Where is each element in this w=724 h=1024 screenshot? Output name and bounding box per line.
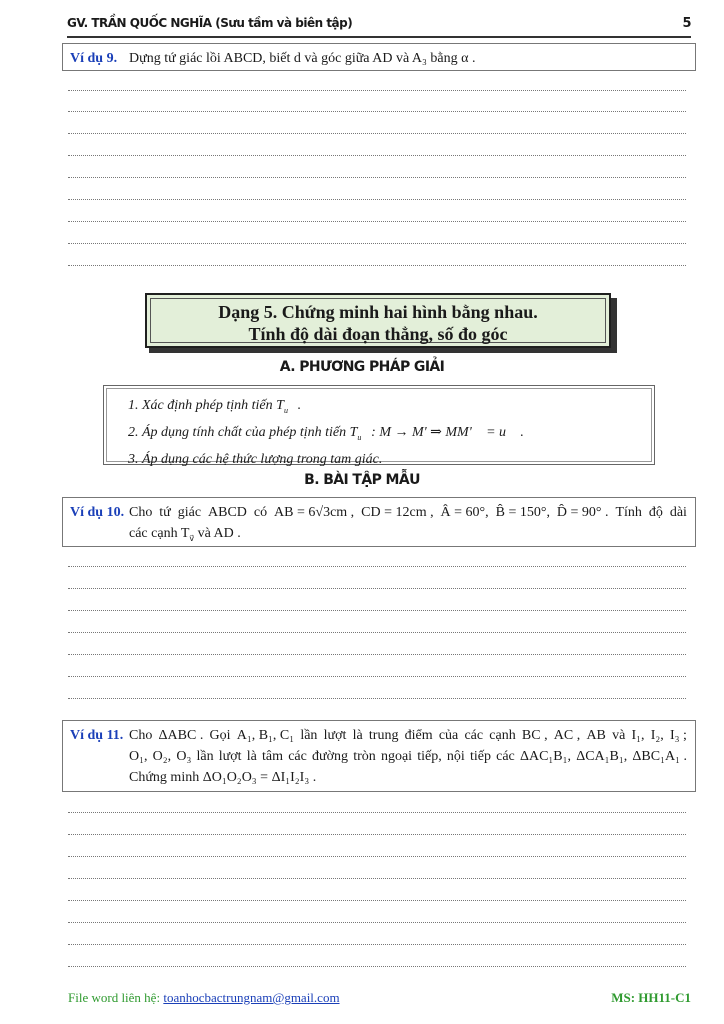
answer-line [68, 90, 686, 91]
example-11-word: ΔAC₁B₁, [519, 749, 572, 764]
footer-email-link[interactable]: toanhocbactrungnam@gmail.com [163, 990, 340, 1005]
answer-line [68, 243, 686, 244]
dang-title-line2: Tính độ dài đoạn thẳng, số đo góc [248, 324, 508, 344]
example-11-text [129, 725, 687, 788]
example-9-box [62, 43, 696, 71]
example-11-word: tâm [262, 749, 284, 764]
example-9-label: Ví dụ 9. [70, 51, 118, 66]
answer-line [68, 698, 686, 699]
example-11-label: Ví dụ 11. [70, 728, 124, 743]
answer-line [68, 812, 686, 813]
answer-line [68, 676, 686, 677]
example-11-word: nội [446, 749, 465, 764]
answer-line [68, 878, 686, 879]
example-10-word: tứ [159, 505, 171, 520]
example-11-word: Gọi [209, 728, 231, 743]
example-11-word: A₁, B₁, C₁ [236, 728, 295, 743]
answer-line [68, 221, 686, 222]
example-10-word: CD = 12cm , [361, 505, 434, 520]
answer-line [68, 834, 686, 835]
example-11-word: lượt [323, 728, 347, 743]
example-10-word: Tính [615, 505, 642, 520]
dang-title-line1: Dạng 5. Chứng minh hai hình bằng nhau. [218, 302, 538, 322]
example-9-text: Dựng tứ giác lồi ABCD, biết d và góc giữa AD và A₃ bằng α . [129, 51, 476, 66]
example-10-word: có [253, 505, 268, 520]
example-10-word: B̂ = 150°, [495, 505, 550, 520]
answer-line [68, 588, 686, 589]
example-11-word: AC , [553, 728, 581, 743]
example-11-word: đường [312, 749, 349, 764]
answer-line [68, 199, 686, 200]
answer-line [68, 265, 686, 266]
page-header [67, 14, 691, 38]
example-10-word: D̂ = 90° . [556, 505, 609, 520]
dang-banner [145, 293, 611, 348]
example-11-word: tròn [353, 749, 376, 764]
answer-line [68, 654, 686, 655]
example-11-line-3: Chứng minh ΔO₁O₂O₃ = ΔI₁I₂I₃ . [129, 770, 317, 785]
example-10-word: Cho [129, 505, 153, 520]
example-10-line-1 [129, 502, 687, 523]
example-11-word: các [496, 749, 515, 764]
method-steps [128, 395, 646, 471]
footer-code: MS: HH11-C1 [611, 990, 691, 1005]
example-11-word: là [352, 728, 363, 743]
example-10-word: dài [669, 505, 687, 520]
example-11-word: là [246, 749, 257, 764]
example-10-word: AB = 6√3cm , [274, 505, 355, 520]
answer-line [68, 610, 686, 611]
example-11-word: của [438, 728, 459, 743]
example-11-word: O₁, [129, 749, 148, 764]
answer-line [68, 966, 686, 967]
answer-line [68, 155, 686, 156]
example-10-word: giác [177, 505, 202, 520]
method-step-3: 3. Áp dụng các hệ thức lượng trong tam giác. [128, 451, 383, 467]
example-11-word: ngoại [380, 749, 413, 764]
example-11-word: O₃ [176, 749, 192, 764]
example-11-word: O₂, [152, 749, 172, 764]
answer-line [68, 944, 686, 945]
example-11-word: cạnh [489, 728, 516, 743]
example-11-word: I₂, [650, 728, 664, 743]
example-11-word: lần [300, 728, 318, 743]
method-box [103, 385, 655, 465]
footer-contact-label: File word liên hệ: [68, 990, 164, 1005]
answer-line [68, 856, 686, 857]
answer-line [68, 632, 686, 633]
example-11-word: các [464, 728, 484, 743]
example-11-box [62, 720, 696, 792]
example-11-word: ΔBC₁A₁ . [632, 749, 687, 764]
answer-line [68, 922, 686, 923]
section-a-title: A. PHƯƠNG PHÁP GIẢI [279, 359, 445, 375]
header-title: GV. TRẦN QUỐC NGHĨA (Sưu tầm và biên tập) [67, 16, 353, 30]
example-11-word: ΔCA₁B₁, [576, 749, 628, 764]
footer-contact [68, 990, 340, 1006]
method-step-1: 1. Xác định phép tịnh tiến $T_{u⃗}$ . [128, 398, 302, 415]
example-11-word: lượt [218, 749, 242, 764]
example-11-word: Cho [129, 728, 153, 743]
example-10-word: ABCD [208, 505, 247, 520]
example-10-word: độ [648, 505, 663, 520]
example-10-word: Â = 60°, [440, 505, 489, 520]
example-11-word: tiếp, [417, 749, 442, 764]
example-10-text [129, 502, 687, 549]
example-11-word: ΔABC . [158, 728, 204, 743]
page-number: 5 [682, 16, 691, 31]
answer-line [68, 566, 686, 567]
example-11-word: tiếp [469, 749, 491, 764]
example-11-word: I₃ ; [669, 728, 687, 743]
example-10-label: Ví dụ 10. [70, 505, 125, 520]
example-11-word: BC , [521, 728, 548, 743]
method-step-2: 2. Áp dụng tính chất của phép tịnh tiến $T_{u⃗}$ : M → M' ⇒ MM'⃗ = u⃗ . [128, 424, 524, 442]
example-10-box [62, 497, 696, 547]
example-11-word: AB [586, 728, 606, 743]
example-11-word: I₁, [631, 728, 645, 743]
example-11-line-2 [129, 746, 687, 767]
answer-line [68, 177, 686, 178]
answer-line [68, 111, 686, 112]
answer-line [68, 900, 686, 901]
example-11-word: lần [196, 749, 214, 764]
example-11-word: các [288, 749, 307, 764]
example-10-line-2: các cạnh $T_{v⃗}$ và AD . [129, 526, 241, 543]
example-11-line-1 [129, 725, 687, 746]
example-11-word: và [612, 728, 626, 743]
section-b-title: B. BÀI TẬP MẪU [304, 472, 420, 488]
example-11-word: điểm [404, 728, 433, 743]
example-11-word: trung [368, 728, 399, 743]
answer-line [68, 133, 686, 134]
